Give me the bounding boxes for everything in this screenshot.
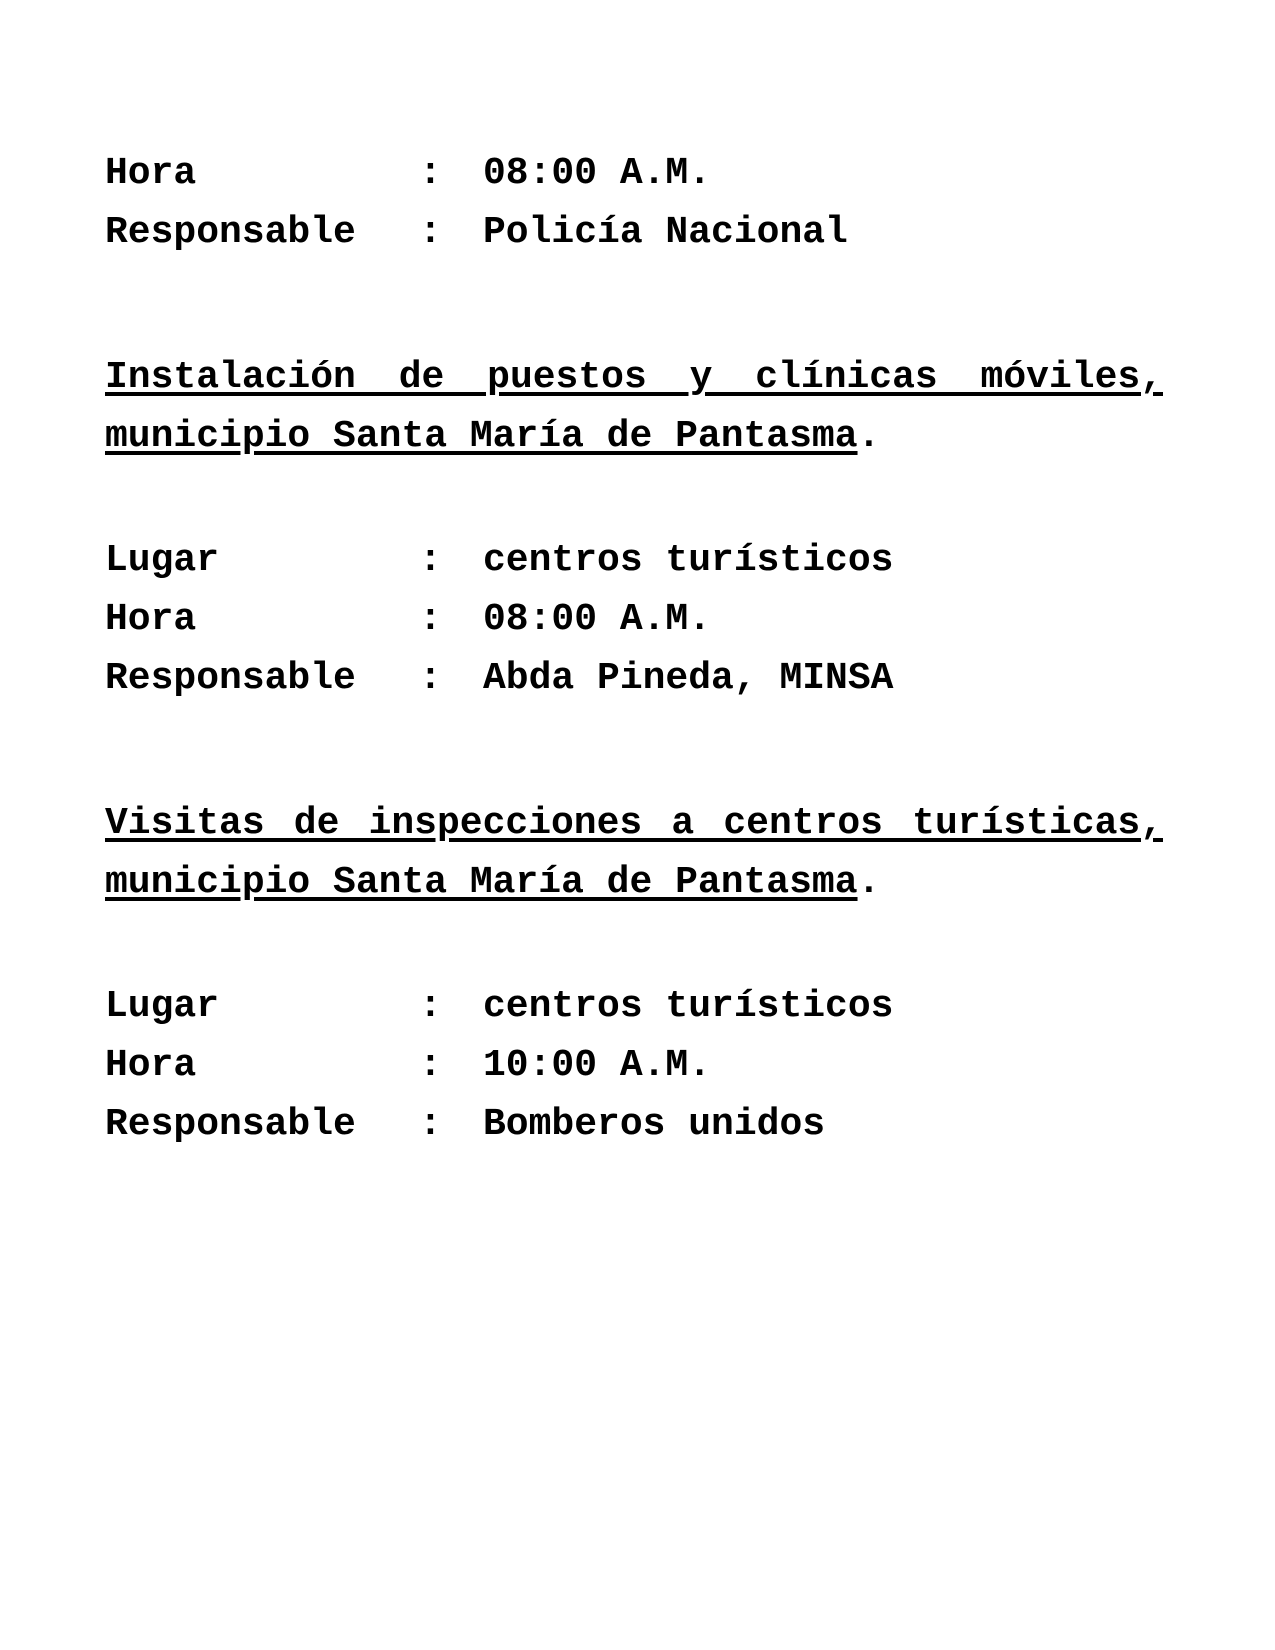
heading-line-1 xyxy=(105,348,1163,407)
field-colon: : xyxy=(419,985,442,1028)
field-value: Bomberos unidos xyxy=(483,1103,826,1146)
heading-text: Visitas de inspecciones a centros turísticas, xyxy=(105,802,1163,845)
field-colon: : xyxy=(419,539,442,582)
blank-line xyxy=(105,708,1163,767)
heading-line-2 xyxy=(105,407,1163,466)
heading-text: municipio Santa María de Pantasma xyxy=(105,861,858,904)
field-row xyxy=(105,531,1163,590)
field-row xyxy=(105,977,1163,1036)
heading-line-2 xyxy=(105,853,1163,912)
blank-line xyxy=(105,262,1163,321)
field-label: Hora xyxy=(105,598,197,641)
field-label: Responsable xyxy=(105,211,356,254)
blank-line xyxy=(105,466,1163,525)
section-agenda-1 xyxy=(105,144,1163,262)
field-row xyxy=(105,203,1163,262)
section-heading-installation xyxy=(105,348,1163,466)
field-row xyxy=(105,144,1163,203)
field-value: Abda Pineda, MINSA xyxy=(483,657,894,700)
heading-text: Instalación de puestos y clínicas móviles, xyxy=(105,356,1163,399)
field-colon: : xyxy=(419,1103,442,1146)
field-row xyxy=(105,590,1163,649)
field-label: Responsable xyxy=(105,1103,356,1146)
heading-period: . xyxy=(857,415,881,458)
field-label: Hora xyxy=(105,152,197,195)
field-label: Hora xyxy=(105,1044,197,1087)
field-value: centros turísticos xyxy=(483,539,894,582)
field-label: Responsable xyxy=(105,657,356,700)
field-colon: : xyxy=(419,598,442,641)
field-value: 08:00 A.M. xyxy=(483,152,712,195)
field-colon: : xyxy=(419,1044,442,1087)
section-agenda-3 xyxy=(105,977,1163,1154)
field-value: 08:00 A.M. xyxy=(483,598,712,641)
field-value: 10:00 A.M. xyxy=(483,1044,712,1087)
heading-line-1 xyxy=(105,794,1163,853)
field-label: Lugar xyxy=(105,539,220,582)
field-value: centros turísticos xyxy=(483,985,894,1028)
field-label: Lugar xyxy=(105,985,220,1028)
field-colon: : xyxy=(419,152,442,195)
heading-period: . xyxy=(857,861,881,904)
field-row xyxy=(105,1036,1163,1095)
field-value: Policía Nacional xyxy=(483,211,848,254)
field-colon: : xyxy=(419,657,442,700)
heading-text: municipio Santa María de Pantasma xyxy=(105,415,858,458)
section-agenda-2 xyxy=(105,531,1163,708)
field-row xyxy=(105,1095,1163,1154)
section-heading-visits xyxy=(105,794,1163,912)
field-colon: : xyxy=(419,211,442,254)
blank-line xyxy=(105,912,1163,971)
field-row xyxy=(105,649,1163,708)
